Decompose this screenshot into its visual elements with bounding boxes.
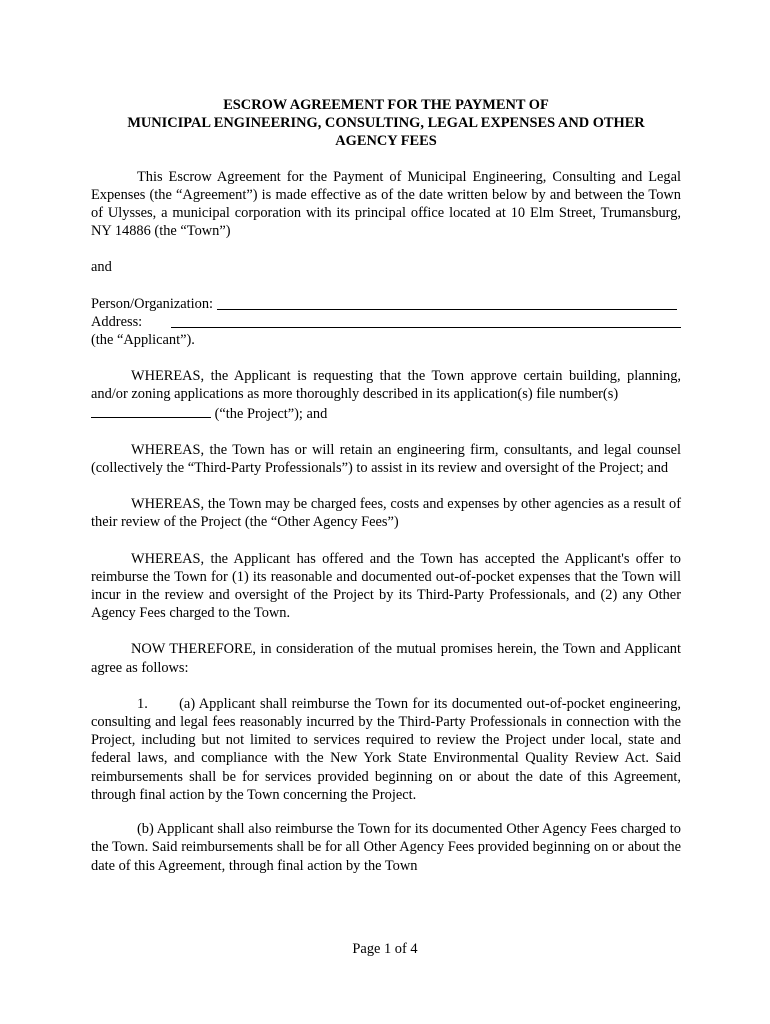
document-title bbox=[91, 96, 681, 151]
clause-1a-paragraph: 1. (a) Applicant shall reimburse the Town for its documented out-of-pocket engineering, consulting and legal fees reasonably incurred by the Third-Party Professionals in connection with the Project, including but not limited to services required to review the Project under local, state and federal laws, and compliance with the New York State Environmental Quality Review Act. Said reimbursements shall be for services provided beginning on or about the date of this Agreement, through final action by the Town concerning the Project. bbox=[91, 695, 681, 803]
whereas-paragraph-1 bbox=[91, 367, 681, 423]
title-line-2: MUNICIPAL ENGINEERING, CONSULTING, LEGAL EXPENSES AND OTHER bbox=[127, 115, 645, 132]
document-body bbox=[91, 96, 681, 875]
address-row bbox=[91, 313, 681, 331]
whereas-paragraph-4: WHEREAS, the Applicant has offered and the Town has accepted the Applicant's offer to reimburse the Town for (1) its reasonable and documented out-of-pocket expenses that the Town will incur in the review and oversight of the Project by its Third-Party Professionals, and (2) any Other Agency Fees charged to the Town. bbox=[91, 550, 681, 622]
clause-1b-paragraph: (b) Applicant shall also reimburse the Town for its documented Other Agency Fees charged to the Town. Said reimbursements shall be for all Other Agency Fees provided beginning on or about the date of this Agreement, through final action by the Town bbox=[91, 821, 681, 874]
applicant-text: (the “Applicant”). bbox=[91, 332, 195, 349]
person-organization-row bbox=[91, 295, 681, 313]
party-fields bbox=[91, 295, 681, 350]
whereas-paragraph-3: WHEREAS, the Town may be charged fees, costs and expenses by other agencies as a result of their review of the Project (the “Other Agency Fees”) bbox=[91, 496, 681, 531]
intro-paragraph: This Escrow Agreement for the Payment of Municipal Engineering, Consulting and Legal Expenses (the “Agreement”) is made effective as of the date written below by and between the Town of Ulysses, a municipal corporation with its principal office located at 10 Elm Street, Trumansburg, NY 14886 (the “Town”) bbox=[91, 168, 681, 240]
title-line-3: AGENCY FEES bbox=[335, 133, 437, 150]
whereas-1-suffix: (“the Project”); and bbox=[214, 405, 328, 422]
whereas-paragraph-2: WHEREAS, the Town has or will retain an engineering firm, consultants, and legal counsel (collectively the “Third-Party Professionals”) to assist in its review and oversight of the Project; and bbox=[91, 441, 681, 477]
title-line-1: ESCROW AGREEMENT FOR THE PAYMENT OF bbox=[223, 97, 549, 113]
whereas-1-text: WHEREAS, the Applicant is requesting that the Town approve certain building, planning, and/or zoning applications as more thoroughly described in its application(s) file number(s) bbox=[91, 368, 681, 403]
page-number: Page 1 of 4 bbox=[352, 941, 418, 957]
address-blank[interactable] bbox=[171, 313, 681, 328]
person-organization-label: Person/Organization: bbox=[91, 295, 214, 312]
and-text: and bbox=[91, 259, 112, 276]
now-therefore-paragraph: NOW THEREFORE, in consideration of the mutual promises herein, the Town and Applicant agree as follows: bbox=[91, 641, 681, 676]
address-label: Address: bbox=[91, 313, 143, 330]
file-number-blank[interactable] bbox=[91, 404, 211, 418]
person-organization-blank[interactable] bbox=[217, 295, 677, 310]
